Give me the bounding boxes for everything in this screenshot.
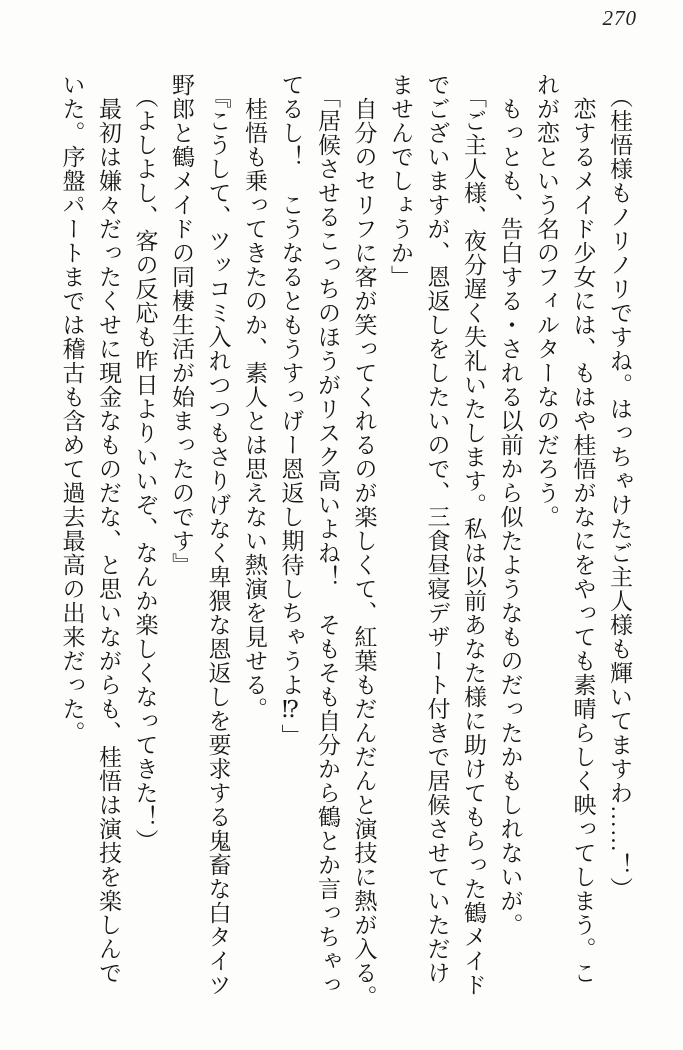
page-number: 270 (602, 6, 637, 30)
text-line: れが恋という名のフィルターなのだろう。 (534, 73, 559, 529)
text-line: 『こうして、ツッコミ入れつつもさりげなく卑猥な恩返しを要求する鬼畜な白タイツ (205, 85, 231, 997)
text-line: （桂悟様もノリノリですね。はっちゃけたご主人様も輝いてますわ……！） (607, 85, 632, 901)
vertical-text-block (45, 73, 637, 1013)
text-line: いた。序盤パートまでは稽古も含めて過去最高の出来だった。 (59, 73, 85, 745)
text-line: ませんでしょうか」 (388, 73, 413, 289)
text-line: 「ご主人様、夜分遅く失礼いたします。私は以前あなた様に助けてもらった鶴メイド (461, 85, 486, 997)
text-line: （よしよし、客の反応も昨日よりいいぞ、なんか楽しくなってきた！） (132, 85, 158, 853)
text-line: 桂悟も乗ってきたのか、素人とは思えない熱演を見せる。 (242, 97, 267, 721)
text-line: てるし！ こうなるともうすっげー恩返し期待しちゃうよ⁉」 (278, 73, 304, 748)
text-line: もっとも、告白する・される以前から似たようなものだったかもしれないが。 (497, 97, 523, 937)
text-line: 野郎と鶴メイドの同棲生活が始まったのです』 (169, 73, 194, 577)
text-line: 自分のセリフに客が笑ってくれるのが楽しくて、紅葉もだんだんと演技に熱が入る。 (351, 97, 377, 1009)
text-line: 最初は嫌々だったくせに現金なものだな、と思いながらも、桂悟は演技を楽しんで (96, 97, 121, 985)
text-line: 「居候させるこっちのほうがリスク高いよね！ そもそも自分から鶴とか言っちゃっ (315, 85, 340, 997)
text-line: 恋するメイド少女には、もはや桂悟がなにをやっても素晴らしく映ってしまう。こ (570, 97, 596, 985)
text-line: でございますが、恩返しをしたいので、三食昼寝デザート付きで居候させていただけ (424, 73, 450, 985)
